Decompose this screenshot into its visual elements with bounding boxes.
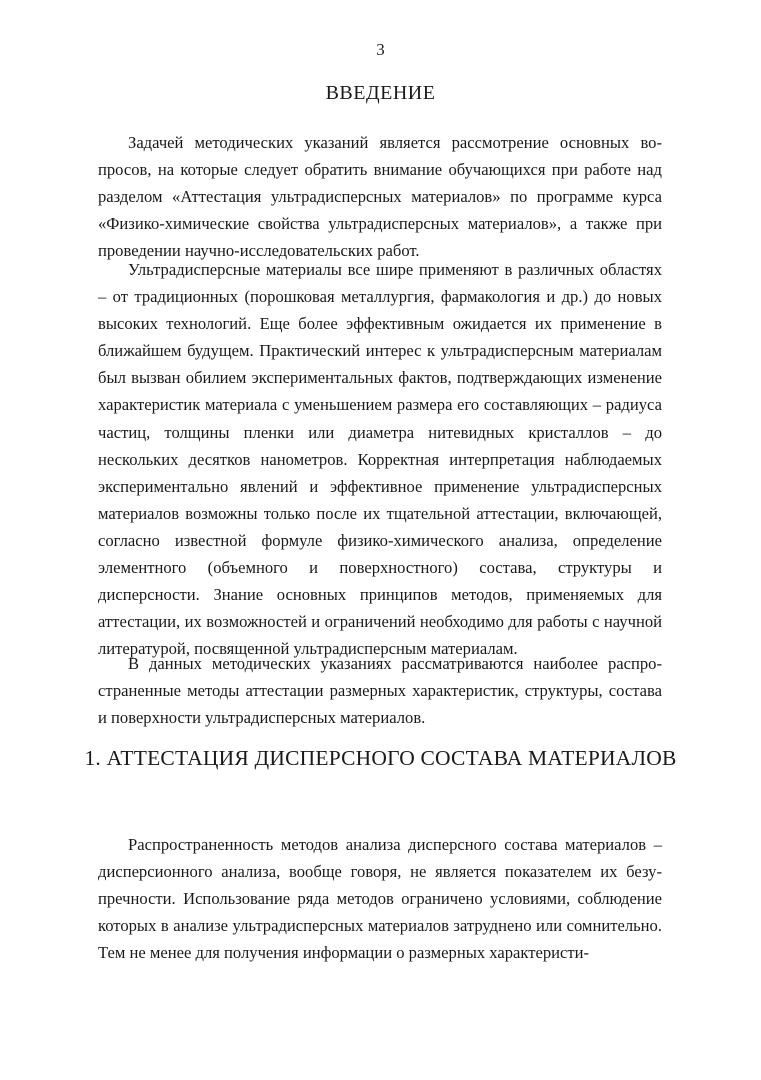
section-1-heading: 1. АТТЕСТАЦИЯ ДИСПЕРСНОГО СОСТАВА МАТЕРИАЛОВ <box>84 746 677 770</box>
section-1-paragraph: Распространенность методов анализа дисперсного состава материалов – дисперсионного анализа, вообще говоря, не является показателем их безупречности. Использование ряда методов ограничено условиями, соблюдение которых в анализе ультрадисперсных материалов затруднено или сомнительно. Тем не менее для получения информации о размерных характеристи- <box>98 835 662 963</box>
intro-paragraph-3: В данных методических указаниях рассматриваются наиболее распространенные методы аттестации размерных характеристик, структуры, состава и поверхности ультрадисперсных материалов. <box>98 654 662 728</box>
section-1-paragraph-block <box>98 831 662 966</box>
intro-paragraph-2: Ультрадисперсные материалы все шире применяют в различных областях – от традиционных (порошковая металлургия, фармакология и др.) до новых высоких технологий. Еще более эффективным ожидается их применение в ближайшем будущем. Практический интерес к ультрадисперсным материалам был вызван обилием экспериментальных фактов, подтверждающих изменение характеристик материала с уменьшением размера его составляющих – радиуса частиц, толщины пленки или диаметра нитевидных кристаллов – до нескольких десятков нанометров. Корректная интерпретация наблюдаемых экспериментально явлений и эффективное применение ультрадисперсных материалов возможны только после их тщательной аттестации, включающей, согласно известной формуле физико-химического анализа, определение элементного (объемного и поверхностного) состава, структуры и дисперсности. Знание основных принципов методов, применяемых для аттестации, их возможностей и ограничений необходимо для работы с научной литературой, посвященной ультрадисперсным материалам. <box>98 260 662 659</box>
intro-paragraph-1-block <box>98 129 662 264</box>
intro-paragraph-2-block <box>98 256 662 662</box>
intro-paragraph-3-block <box>98 650 662 731</box>
intro-paragraph-1: Задачей методических указаний является рассмотрение основных вопросов, на которые следует обратить внимание обучающихся при работе над разделом «Аттестация ультрадисперсных материалов» по программе курса «Физико-химические свойства ультрадисперсных материалов», а также при проведении научно-исследовательских работ. <box>98 133 662 261</box>
page-number: 3 <box>376 40 385 59</box>
introduction-heading: ВВЕДЕНИЕ <box>325 82 436 104</box>
